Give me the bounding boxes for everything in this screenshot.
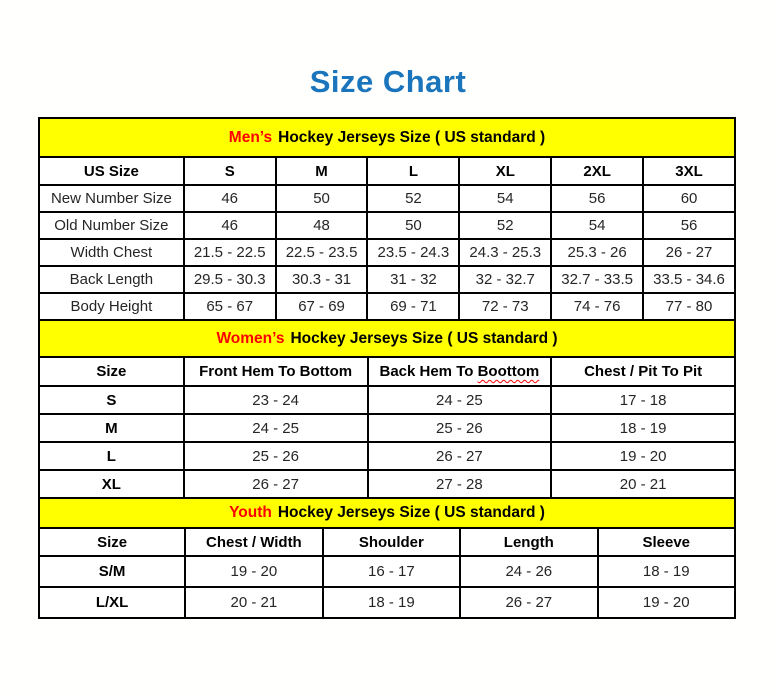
size-value: 19 - 20 — [185, 556, 322, 587]
mens-section-header — [38, 117, 736, 158]
mens-section — [38, 117, 736, 321]
size-value: 26 - 27 — [368, 442, 552, 470]
misspelled-word: Boottom — [477, 363, 540, 380]
size-value: 72 - 73 — [459, 293, 551, 320]
size-value: 46 — [184, 185, 276, 212]
size-value: 26 - 27 — [184, 470, 368, 498]
size-value: 19 - 20 — [551, 442, 735, 470]
size-value: 30.3 - 31 — [276, 266, 368, 293]
size-value: 25.3 - 26 — [551, 239, 643, 266]
size-value: 31 - 32 — [367, 266, 459, 293]
row-label: L — [39, 442, 184, 470]
size-value: 52 — [367, 185, 459, 212]
column-header: Chest / Width — [185, 528, 322, 556]
column-header: 2XL — [551, 157, 643, 185]
table-row — [39, 212, 735, 239]
column-header: Shoulder — [323, 528, 460, 556]
row-label: Old Number Size — [39, 212, 184, 239]
column-header: XL — [459, 157, 551, 185]
size-value: 52 — [459, 212, 551, 239]
size-value: 20 - 21 — [185, 587, 322, 618]
page-title: Size Chart — [309, 64, 467, 99]
womens-section-header — [38, 319, 736, 358]
header-row — [39, 157, 735, 185]
table-row — [39, 587, 735, 618]
size-value: 24 - 26 — [460, 556, 597, 587]
table-row — [39, 386, 735, 414]
size-value: 23.5 - 24.3 — [367, 239, 459, 266]
column-header: Chest / Pit To Pit — [551, 357, 735, 386]
header-row — [39, 528, 735, 556]
row-label: S — [39, 386, 184, 414]
mens-header-highlight: Men’s — [228, 128, 273, 146]
size-value: 17 - 18 — [551, 386, 735, 414]
mens-size-table — [38, 156, 736, 321]
table-row — [39, 470, 735, 498]
size-value: 27 - 28 — [368, 470, 552, 498]
size-value: 26 - 27 — [460, 587, 597, 618]
table-row — [39, 185, 735, 212]
size-value: 32 - 32.7 — [459, 266, 551, 293]
column-header: US Size — [39, 157, 184, 185]
youth-size-table — [38, 527, 736, 619]
womens-header-label: Hockey Jerseys Size ( US standard ) — [290, 329, 558, 347]
size-value: 69 - 71 — [367, 293, 459, 320]
column-header: Size — [39, 528, 185, 556]
size-value: 24 - 25 — [184, 414, 368, 442]
column-header: S — [184, 157, 276, 185]
table-row — [39, 266, 735, 293]
row-label: Back Length — [39, 266, 184, 293]
youth-header-highlight: Youth — [229, 504, 272, 521]
size-value: 54 — [551, 212, 643, 239]
row-label: XL — [39, 470, 184, 498]
column-header: L — [367, 157, 459, 185]
size-value: 25 - 26 — [368, 414, 552, 442]
mens-header-label: Hockey Jerseys Size ( US standard ) — [278, 128, 546, 146]
size-value: 16 - 17 — [323, 556, 460, 587]
youth-section — [38, 497, 736, 619]
table-row — [39, 293, 735, 320]
row-label: New Number Size — [39, 185, 184, 212]
column-header: Back Hem To Boottom — [368, 357, 552, 386]
size-value: 32.7 - 33.5 — [551, 266, 643, 293]
row-label: Width Chest — [39, 239, 184, 266]
size-value: 22.5 - 23.5 — [276, 239, 368, 266]
size-value: 33.5 - 34.6 — [643, 266, 735, 293]
youth-header-label: Hockey Jerseys Size ( US standard ) — [277, 504, 545, 521]
size-value: 56 — [551, 185, 643, 212]
size-value: 48 — [276, 212, 368, 239]
column-header: 3XL — [643, 157, 735, 185]
size-value: 46 — [184, 212, 276, 239]
table-row — [39, 239, 735, 266]
size-value: 29.5 - 30.3 — [184, 266, 276, 293]
column-header: Front Hem To Bottom — [184, 357, 368, 386]
size-value: 19 - 20 — [598, 587, 735, 618]
womens-section — [38, 319, 736, 499]
size-value: 24 - 25 — [368, 386, 552, 414]
column-header: Length — [460, 528, 597, 556]
header-row — [39, 357, 735, 386]
table-row — [39, 556, 735, 587]
size-value: 50 — [276, 185, 368, 212]
table-row — [39, 414, 735, 442]
size-value: 24.3 - 25.3 — [459, 239, 551, 266]
womens-header-highlight: Women’s — [216, 329, 285, 347]
size-value: 77 - 80 — [643, 293, 735, 320]
size-value: 21.5 - 22.5 — [184, 239, 276, 266]
size-value: 74 - 76 — [551, 293, 643, 320]
size-chart-tables — [38, 117, 736, 619]
row-label: Body Height — [39, 293, 184, 320]
size-value: 18 - 19 — [323, 587, 460, 618]
size-value: 56 — [643, 212, 735, 239]
size-value: 23 - 24 — [184, 386, 368, 414]
size-value: 54 — [459, 185, 551, 212]
row-label: S/M — [39, 556, 185, 587]
size-value: 65 - 67 — [184, 293, 276, 320]
column-header: Size — [39, 357, 184, 386]
table-row — [39, 442, 735, 470]
size-value: 50 — [367, 212, 459, 239]
column-header: M — [276, 157, 368, 185]
column-header: Sleeve — [598, 528, 735, 556]
row-label: M — [39, 414, 184, 442]
size-value: 67 - 69 — [276, 293, 368, 320]
size-value: 25 - 26 — [184, 442, 368, 470]
size-value: 18 - 19 — [598, 556, 735, 587]
size-value: 18 - 19 — [551, 414, 735, 442]
size-value: 26 - 27 — [643, 239, 735, 266]
size-value: 20 - 21 — [551, 470, 735, 498]
youth-section-header — [38, 497, 736, 529]
womens-size-table — [38, 356, 736, 499]
size-value: 60 — [643, 185, 735, 212]
row-label: L/XL — [39, 587, 185, 618]
